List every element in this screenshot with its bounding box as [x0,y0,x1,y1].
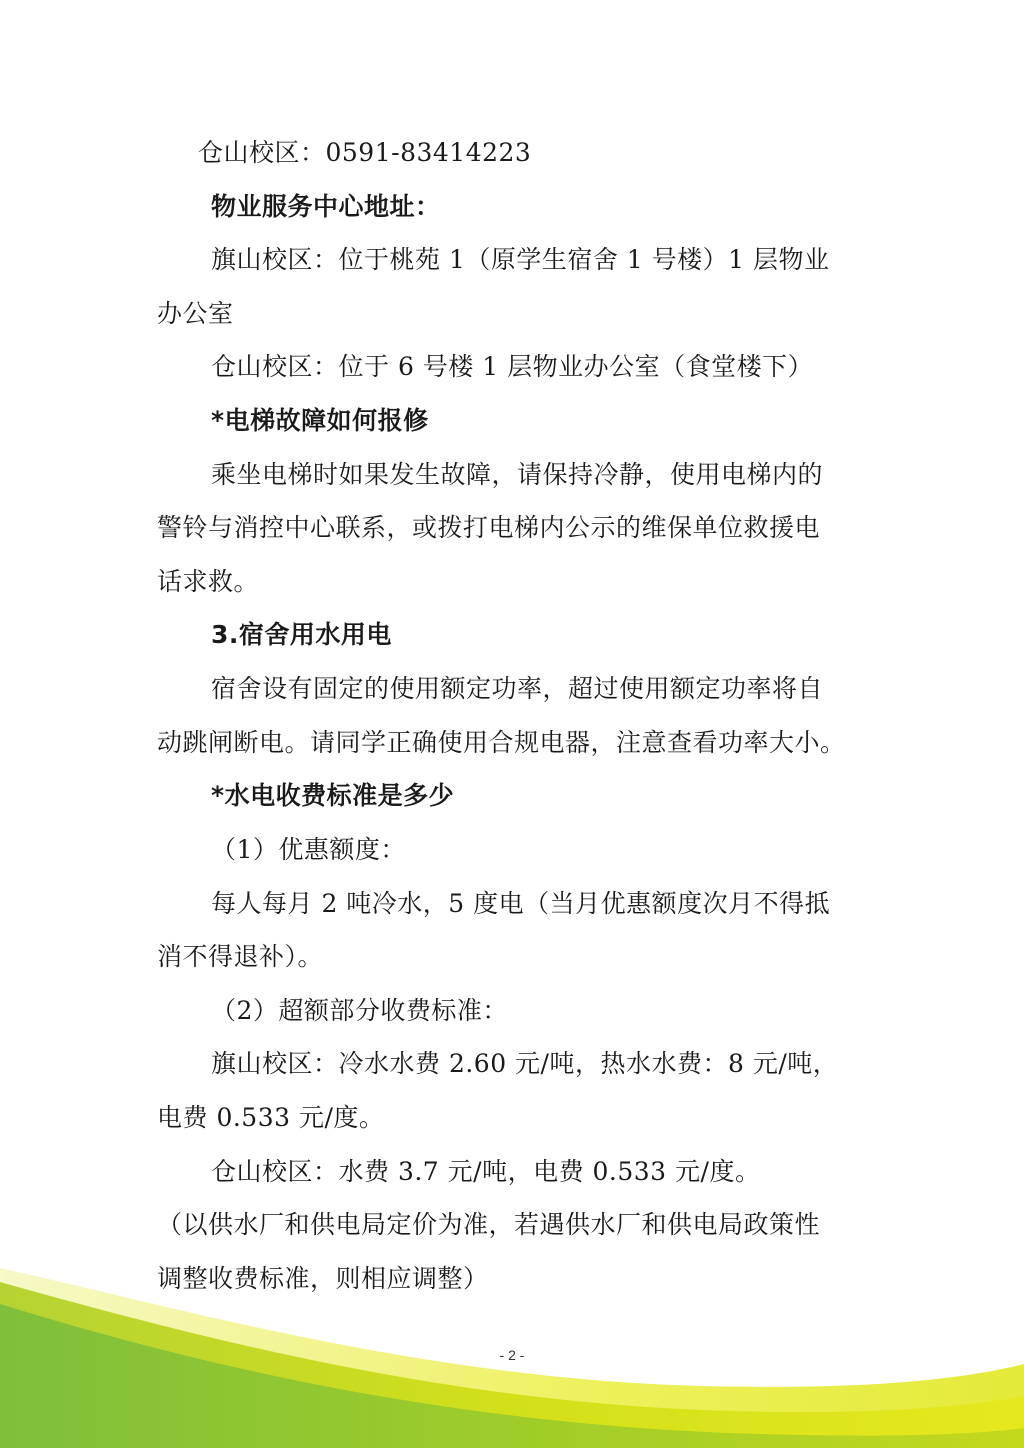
fee-qishan-2: 电费 0.533 元/度。 [157,1103,385,1132]
address-qishan-cont: 办公室 [157,299,234,328]
paragraph-elevator-2: 警铃与消控中心联系，或拨打电梯内公示的维保单位救援电 [157,513,821,542]
heading-property-address: 物业服务中心地址： [211,192,441,221]
paragraph-power-2: 动跳闸断电。请同学正确使用合规电器，注意查看功率大小。 [157,728,846,757]
page-number: - 2 - [499,1347,525,1363]
address-cangshan: 仓山校区：位于 6 号楼 1 层物业办公室（食堂楼下） [211,352,814,381]
heading-elevator-repair: *电梯故障如何报修 [211,406,429,435]
address-qishan: 旗山校区：位于桃苑 1（原学生宿舍 1 号楼）1 层物业 [211,245,830,274]
contact-cangshan-phone: 仓山校区：0591-83414223 [198,138,532,167]
paragraph-power-1: 宿舍设有固定的使用额定功率，超过使用额定功率将自 [211,674,824,703]
note-policy-2: 调整收费标准，则相应调整） [157,1264,489,1293]
paragraph-quota-2: 消不得退补）。 [157,942,324,971]
note-policy-1: （以供水厂和供电局定价为准，若遇供水厂和供电局政策性 [157,1210,821,1239]
paragraph-elevator-3: 话求救。 [157,567,260,596]
paragraph-quota-1: 每人每月 2 吨冷水，5 度电（当月优惠额度次月不得抵 [211,889,831,918]
fee-qishan-1: 旗山校区：冷水水费 2.60 元/吨，热水水费：8 元/吨， [211,1049,839,1078]
paragraph-elevator-1: 乘坐电梯时如果发生故障，请保持冷静，使用电梯内的 [211,460,824,489]
item-discount-quota: （1）优惠额度： [211,835,406,864]
heading-dorm-water-electricity: 3.宿舍用水用电 [211,620,392,649]
item-excess-fee: （2）超额部分收费标准： [211,996,508,1025]
fee-cangshan: 仓山校区：水费 3.7 元/吨，电费 0.533 元/度。 [211,1157,761,1186]
heading-fee-standard: *水电收费标准是多少 [211,781,455,810]
